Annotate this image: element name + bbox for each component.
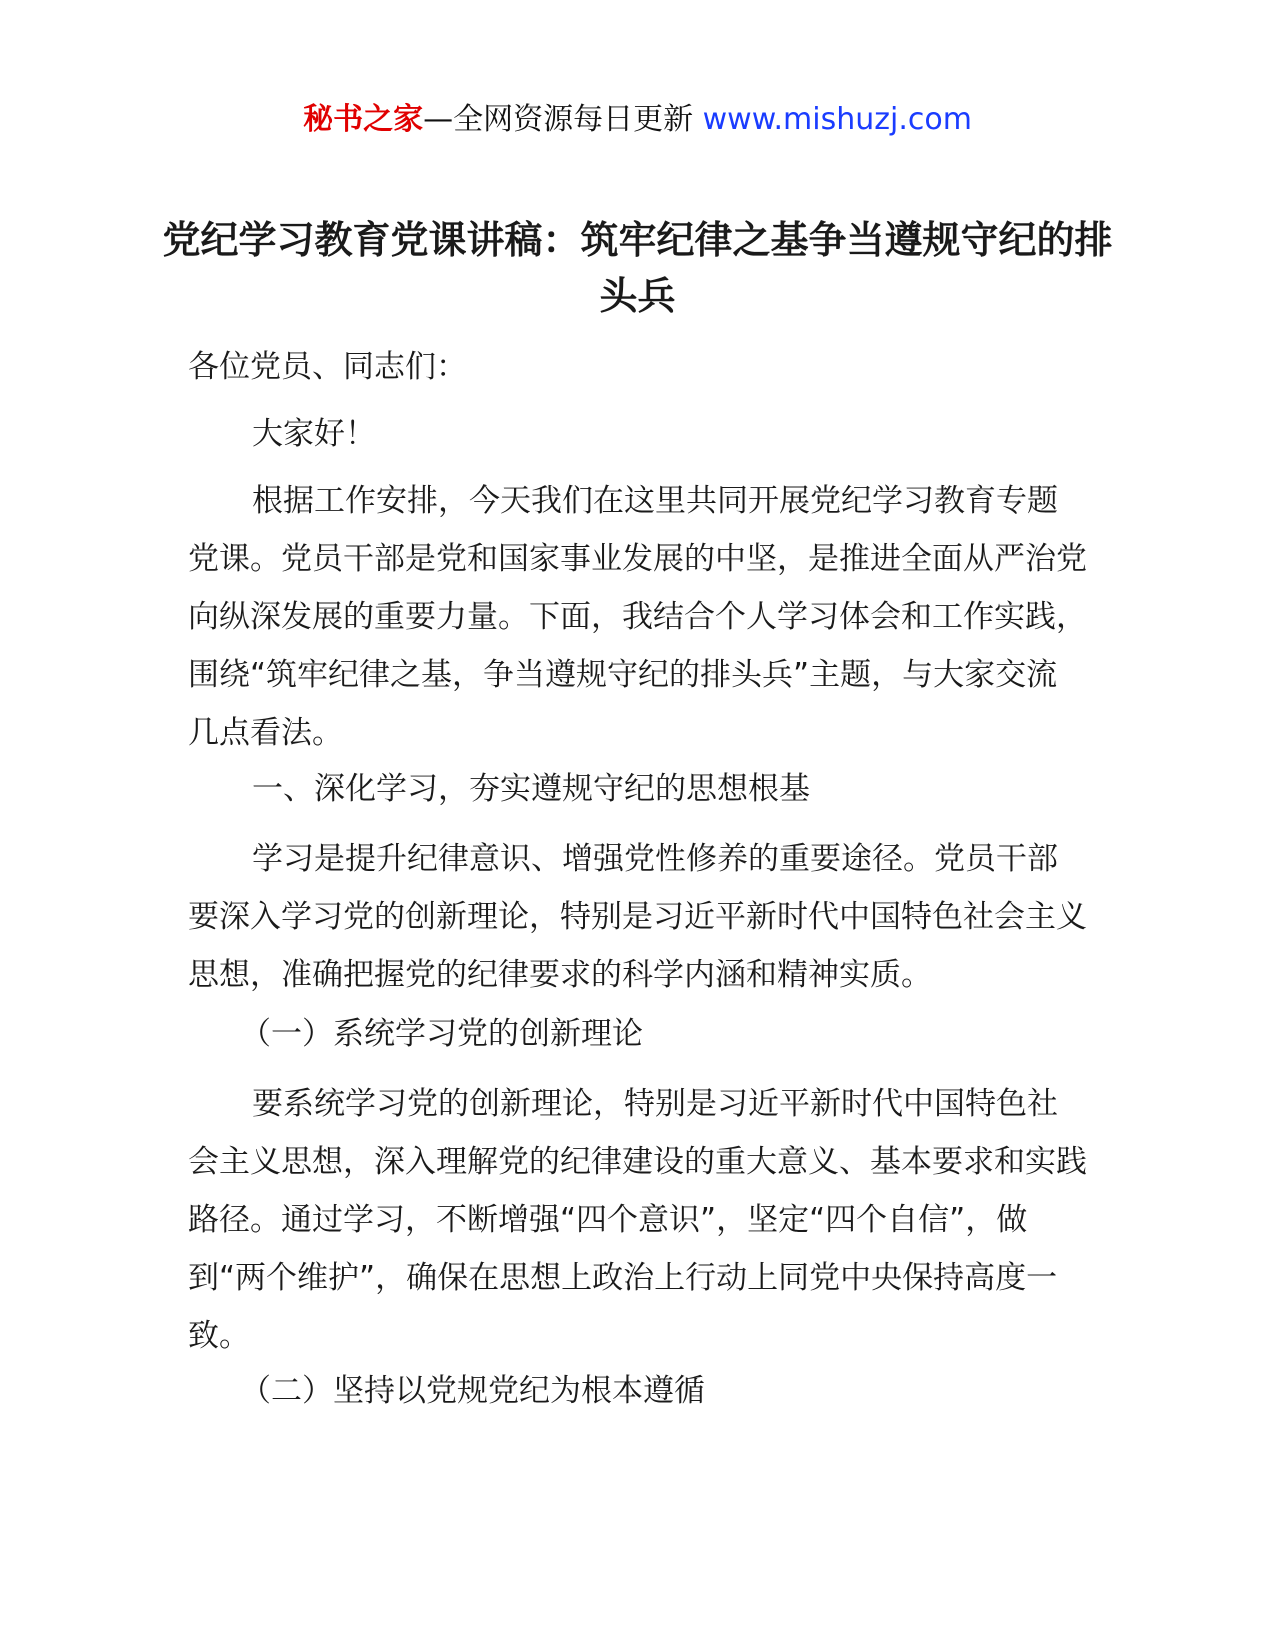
subsection-heading-1	[188, 1005, 1088, 1063]
subsection-heading-2	[188, 1362, 1088, 1420]
intro-paragraph-text: 根据工作安排，今天我们在这里共同开展党纪学习教育专题党课。党员干部是党和国家事业发展的中坚，是推进全面从严治党向纵深发展的重要力量。下面，我结合个人学习体会和工作实践，围绕“筑牢纪律之基，争当遵规守纪的排头兵”主题，与大家交流几点看法。	[188, 483, 1087, 751]
section-1-paragraph	[188, 830, 1088, 1004]
salutation-text: 各位党员、同志们：	[188, 349, 467, 385]
document-title: 党纪学习教育党课讲稿：筑牢纪律之基争当遵规守纪的排头兵	[162, 218, 1113, 318]
subsection-heading-2-text: （二）坚持以党规党纪为根本遵循	[240, 1373, 705, 1409]
brand-name: 秘书之家	[303, 102, 424, 137]
banner-tagline: —全网资源每日更新	[423, 102, 703, 137]
subsection-1-paragraph-text: 要系统学习党的创新理论，特别是习近平新时代中国特色社会主义思想，深入理解党的纪律建设的重大意义、基本要求和实践路径。通过学习，不断增强“四个意识”，坚定“四个自信”，做到“两个维护”，确保在思想上政治上行动上同党中央保持高度一致。	[188, 1086, 1087, 1354]
intro-paragraph	[188, 472, 1088, 762]
site-banner	[0, 100, 1275, 140]
subsection-heading-1-text: （一）系统学习党的创新理论	[240, 1016, 643, 1052]
greeting-text: 大家好！	[252, 416, 376, 452]
site-url-link[interactable]: www.mishuzj.com	[702, 102, 972, 137]
salutation	[188, 338, 1088, 396]
greeting	[188, 405, 1088, 463]
subsection-1-paragraph	[188, 1075, 1088, 1365]
section-1-paragraph-text: 学习是提升纪律意识、增强党性修养的重要途径。党员干部要深入学习党的创新理论，特别是习近平新时代中国特色社会主义思想，准确把握党的纪律要求的科学内涵和精神实质。	[188, 841, 1087, 993]
section-heading-1	[188, 760, 1088, 818]
section-heading-1-text: 一、深化学习，夯实遵规守纪的思想根基	[252, 771, 810, 807]
